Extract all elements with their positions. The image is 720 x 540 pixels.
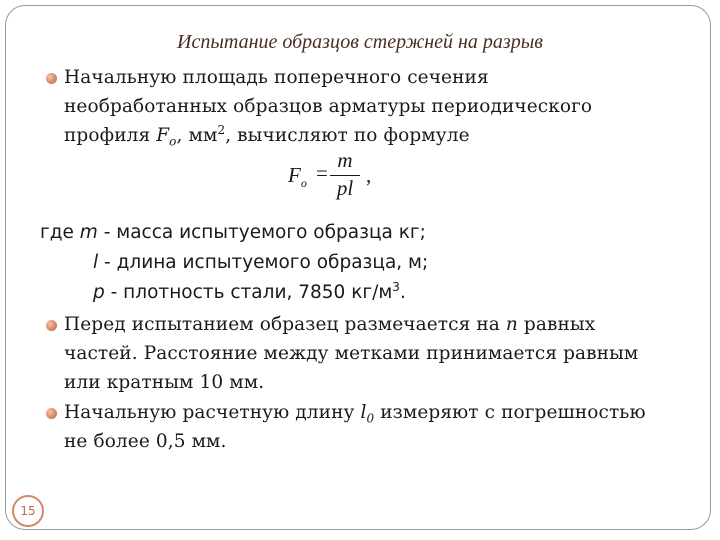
text-span: . bbox=[399, 282, 406, 303]
paragraph-line: или кратным 10 мм. bbox=[64, 372, 265, 393]
subscript: 0 bbox=[366, 411, 375, 426]
paragraph-line: необработанных образцов арматуры периодического bbox=[64, 96, 593, 117]
bullet-icon bbox=[46, 408, 57, 419]
formula-denominator: pl bbox=[336, 176, 354, 200]
text-span: , вычисляют по формуле bbox=[225, 125, 470, 146]
variable-l: l bbox=[93, 252, 99, 273]
text-span: где bbox=[40, 222, 80, 243]
paragraph-line: частей. Расстояние между метками принимается равным bbox=[64, 343, 639, 364]
text-span: - плотность стали, 7850 кг/м bbox=[104, 282, 393, 303]
subscript: o bbox=[169, 134, 177, 149]
superscript: 3 bbox=[392, 279, 400, 294]
text-span: равных bbox=[517, 314, 596, 335]
formula-comma: , bbox=[366, 163, 372, 187]
paragraph-marking bbox=[64, 310, 704, 397]
text-span: Начальную расчетную длину bbox=[64, 402, 361, 423]
formula-equals: = bbox=[316, 161, 328, 185]
definition-line bbox=[40, 218, 700, 248]
definition-line bbox=[40, 278, 700, 308]
variable-m: m bbox=[79, 222, 98, 243]
text-span: - масса испытуемого образца кг; bbox=[97, 222, 426, 243]
formula-lhs-var: F bbox=[288, 163, 301, 187]
slide-title: Испытание образцов стержней на разрыв bbox=[177, 31, 543, 53]
variable-n: n bbox=[505, 314, 518, 335]
paragraph-line bbox=[64, 310, 704, 339]
formula-lhs bbox=[288, 163, 307, 191]
superscript: 2 bbox=[217, 122, 226, 137]
paragraph-initial-area bbox=[64, 63, 704, 150]
formula-numerator: m bbox=[337, 148, 353, 172]
paragraph-line bbox=[64, 398, 704, 427]
text-span: профиля bbox=[64, 125, 157, 146]
text-span: - длина испытуемого образца, м; bbox=[98, 252, 429, 273]
paragraph-line: Начальную площадь поперечного сечения bbox=[64, 67, 489, 88]
variable-definitions bbox=[40, 218, 700, 308]
variable-F: F bbox=[156, 125, 170, 146]
definition-line bbox=[40, 248, 700, 278]
text-span: измеряют с погрешностью bbox=[374, 402, 646, 423]
paragraph-line bbox=[64, 121, 704, 150]
bullet-icon bbox=[46, 73, 57, 84]
text-span: Перед испытанием образец размечается на bbox=[64, 314, 506, 335]
paragraph-line: не более 0,5 мм. bbox=[64, 431, 227, 452]
formula bbox=[288, 150, 398, 200]
bullet-icon bbox=[46, 320, 57, 331]
text-span: , мм bbox=[176, 125, 218, 146]
variable-l0: l bbox=[360, 402, 367, 423]
paragraph-gauge-length bbox=[64, 398, 704, 456]
page-number-badge: 15 bbox=[12, 495, 44, 527]
variable-p: p bbox=[93, 282, 105, 303]
formula-lhs-sub: o bbox=[300, 176, 307, 191]
